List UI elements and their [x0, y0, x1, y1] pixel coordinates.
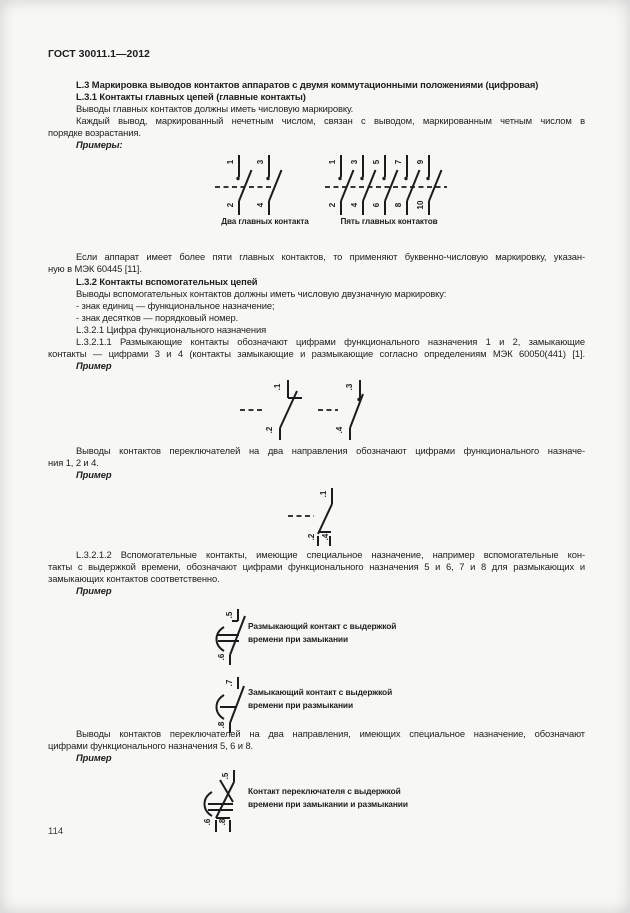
figure-caption-two-contacts: Два главных контакта: [221, 217, 309, 226]
terminal-label: 10: [416, 200, 425, 210]
paragraph-line: замыкающих контактов соответственно.: [48, 573, 220, 585]
figure-changeover-contact: [288, 486, 348, 546]
terminal-label: .2: [265, 426, 274, 434]
terminal-label: 7: [394, 159, 403, 165]
terminal-label: 6: [372, 202, 381, 208]
heading-line: L.3 Маркировка выводов контактов аппаратов с двумя коммутационными положениями (цифровая): [76, 79, 539, 90]
paragraph-line: - знак единиц — функциональное назначение;: [76, 300, 275, 311]
terminal-label: .7: [225, 679, 234, 687]
figure-label-delay-nc: Размыкающий контакт с выдержкой времени при замыкании: [248, 621, 397, 644]
paragraph-line: Выводы главных контактов должны иметь числовую маркировку.: [76, 103, 354, 114]
paragraph-line: цифрами функционального назначения 5, 6 и 8.: [48, 740, 254, 752]
terminal-label: .5: [221, 772, 230, 780]
terminal-label: .6: [203, 818, 212, 826]
figure-two-main-contacts: [213, 153, 305, 217]
figure-caption-five-contacts: Пять главных контактов: [340, 217, 438, 226]
terminal-label: .6: [217, 653, 226, 661]
terminal-label: .5: [225, 611, 234, 619]
paragraph-line: L.3.2.1 Цифра функционального назначения: [76, 324, 267, 335]
paragraph-main-marking: [48, 103, 585, 115]
heading-line: L.3.1 Контакты главных цепей (главные контакты): [76, 91, 306, 102]
terminal-label: 5: [372, 159, 381, 165]
contact-symbol-group: [325, 153, 453, 217]
terminal-label: 4: [350, 202, 359, 208]
section-l321-heading: [48, 324, 585, 336]
terminal-label: 9: [416, 159, 425, 165]
label-line: Пример: [76, 469, 112, 480]
document-header: ГОСТ 30011.1—2012: [48, 48, 150, 60]
paragraph-l3212: [48, 549, 585, 586]
paragraph-odd-even: [48, 115, 585, 139]
example-label-2: [48, 469, 585, 481]
section-l32-heading: [48, 276, 585, 288]
label-line: Примеры:: [76, 139, 123, 150]
figure-aux-no-contact: [318, 378, 374, 442]
main-contact-symbol: [426, 155, 441, 215]
example-label-4: [48, 752, 585, 764]
section-l3-heading: [48, 79, 585, 91]
list-item-tens: [48, 312, 585, 324]
list-item-units: [48, 300, 585, 312]
terminal-label: 1: [226, 159, 235, 165]
time-delay-arc: [217, 627, 225, 651]
examples-label: [48, 139, 585, 151]
paragraph-line: ную в МЭК 60445 [11].: [48, 263, 142, 275]
paragraph-line: такты с выдержкой времени, обозначают цифрами функционального назначения 5 и 6, 7 и 8 для размыкающих и: [48, 561, 585, 573]
paragraph-changeover: [48, 445, 585, 469]
terminal-label: .8: [217, 721, 226, 729]
label-line: Пример: [76, 585, 112, 596]
section-l31-heading: [48, 91, 585, 103]
paragraph-line: порядке возрастания.: [48, 127, 141, 139]
label-line: Пример: [76, 752, 112, 763]
example-label-1: [48, 360, 585, 372]
terminal-label: 1: [328, 159, 337, 165]
figure-label-delay-changeover: Контакт переключателя с выдержкой времени при замыкании и размыкании: [248, 786, 408, 809]
paragraph-line: Каждый вывод, маркированный нечетным числом, связан с выводом, маркированным четным числом в: [76, 115, 585, 126]
paragraph-changeover-special: [48, 728, 585, 752]
terminal-label: 8: [394, 202, 403, 208]
label-line: Пример: [76, 360, 112, 371]
terminal-label: .8: [218, 818, 227, 826]
terminal-label: 3: [256, 159, 265, 165]
paragraph-line: контакты — цифрами 3 и 4 (контакты замыкающие и размыкающие согласно определениям МЭК 60050(441) [1].: [48, 348, 585, 360]
terminal-label: .3: [345, 383, 354, 391]
paragraph-line: - знак десятков — порядковый номер.: [76, 312, 239, 323]
paragraph-more-than-five: [48, 251, 585, 275]
example-label-3: [48, 585, 585, 597]
paragraph-line: L.3.2.1.1 Размыкающие контакты обозначают цифрами функционального назначения 1 и 2, замыкающие: [76, 336, 585, 347]
terminal-label: .4: [321, 533, 330, 541]
paragraph-line: Выводы вспомогательных контактов должны иметь числовую двузначную маркировку:: [76, 288, 447, 299]
terminal-label: .4: [335, 426, 344, 434]
paragraph-line: Если аппарат имеет более пяти главных контактов, то применяют буквенно-числовую маркировку, указан-: [76, 251, 585, 262]
changeover-contact-symbol: [288, 486, 348, 546]
terminal-label: .1: [273, 383, 282, 391]
terminal-label: 2: [328, 202, 337, 208]
terminal-label: 3: [350, 159, 359, 165]
paragraph-line: Выводы контактов переключателей на два направления, имеющих специальное назначение, обозначают: [76, 728, 585, 739]
paragraph-line: Выводы контактов переключателей на два направления обозначают цифрами функционального назначе-: [76, 445, 585, 456]
terminal-label: 4: [256, 202, 265, 208]
paragraph-l3211: [48, 336, 585, 360]
figure-five-main-contacts: [325, 153, 453, 217]
terminal-label: .2: [307, 533, 316, 541]
terminal-label: .1: [319, 490, 328, 498]
main-contact-symbol: [236, 155, 251, 215]
figure-label-delay-no: Замыкающий контакт с выдержкой времени при размыкании: [248, 687, 393, 710]
main-contact-symbol: [266, 155, 281, 215]
figure-aux-nc-contact: [240, 378, 304, 442]
heading-line: L.3.2 Контакты вспомогательных цепей: [76, 276, 258, 287]
paragraph-aux-intro: [48, 288, 585, 300]
paragraph-line: L.3.2.1.2 Вспомогательные контакты, имеющие специальное назначение, например вспомогательные кон-: [76, 549, 585, 560]
paragraph-line: ния 1, 2 и 4.: [48, 457, 99, 469]
terminal-label: 2: [226, 202, 235, 208]
page-number: 114: [48, 826, 64, 837]
